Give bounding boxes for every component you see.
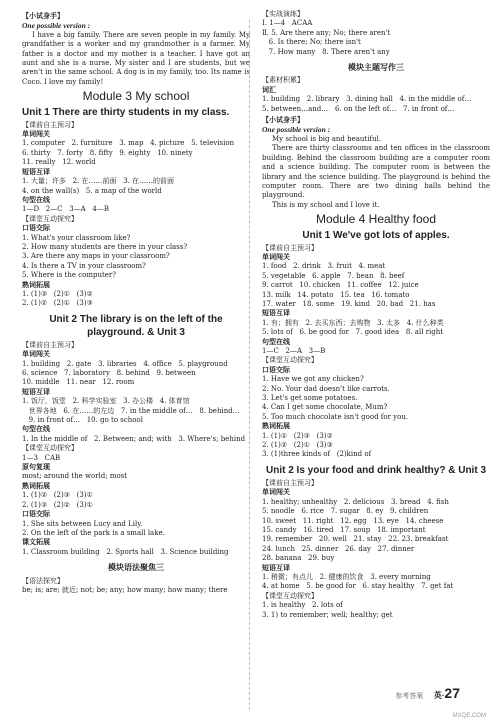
page-footer <box>395 685 460 703</box>
answer-line: 1. 大量；许多 2. 在……前面 3. 在……的前面 <box>22 177 175 186</box>
answer-line: 单词闯关 <box>22 351 50 359</box>
school-paragraph: There are thirty classrooms and ten offices in the classroom building. Behind the classroom building are a computer room and a science building. The computer room is between the library and the science building. The playground is behind the computer room. There are two dining balls behind the playground. <box>262 144 490 200</box>
answer-line: 短语互译 <box>262 564 290 572</box>
answer-line: 【语法探究】 <box>22 576 64 585</box>
answer-line: 短语互译 <box>22 168 50 176</box>
footer-label: 参考答案 <box>395 693 424 700</box>
answer-line: 15. candy 16. tired 17. soup 18. important <box>262 525 426 534</box>
answer-line: 5. Where is the computer? <box>22 271 117 280</box>
answer-line: Ⅱ. 5. Are there any; No; there aren't <box>262 28 391 37</box>
answer-line: 2. How many students are there in your class? <box>22 242 188 251</box>
answer-line: 9. carrot 10. chicken 11. coffee 12. juice <box>262 281 419 290</box>
watermark-stamp: MXQE.COM <box>452 713 486 719</box>
answer-line: 1. food 2. drink 3. fruit 4. meat <box>262 262 386 271</box>
right-column <box>262 10 490 620</box>
answer-line: 1. healthy; unhealthy 2. delicious 3. bread 4. fish <box>262 497 449 506</box>
module4-title: Module 4 Healthy food <box>315 212 437 227</box>
answer-line: 2. (1)② (2)① (3)③ <box>262 441 333 450</box>
answer-line: 单词闯关 <box>262 489 290 497</box>
answer-line: 1. is healthy 2. lots of <box>262 601 343 610</box>
answer-line: 课文拓展 <box>22 539 50 547</box>
writing-theme-title: 模块主题写作三 <box>348 63 404 73</box>
answer-line: 1. building 2. gate 3. libraries 4. office 5. playground <box>22 359 228 368</box>
unit1-answers <box>22 121 250 309</box>
answer-line: 13. milk 14. potato 15. tea 16. tomato <box>262 290 410 299</box>
answer-line: 1. (1)③ (2)① (3)② <box>22 289 93 298</box>
answer-line: 【课前自主预习】 <box>22 340 78 349</box>
answer-line: 口语交际 <box>22 511 50 519</box>
unit2-title: Unit 2 The library is on the left of the playground. & Unit 3 <box>49 313 223 338</box>
answer-line: 6. thirty 7. forty 8. fifty 9. eighty 10. ninety <box>22 148 193 157</box>
answer-line: 2. (1)③ (2)② (3)① <box>22 500 93 509</box>
answer-line: 短语互译 <box>262 310 290 318</box>
answer-line: 熟词拓展 <box>262 423 290 431</box>
unit1-title: Unit 1 There are thirty students in my class. <box>22 106 230 118</box>
answer-line: 1. computer 2. furniture 3. map 4. picture 5. television <box>22 139 235 148</box>
answer-line: 1. 有；拥有 2. 去买东西；去购物 3. 太多 4. 什么种类 <box>262 318 444 327</box>
answer-line: 世界各地 6. 在……的左边 7. in the middle of… 8. behind… <box>22 406 240 415</box>
answer-line: 【课堂互动探究】 <box>262 356 318 365</box>
answer-line: 【实战演练】 <box>262 10 304 18</box>
answer-line: 2. No. Your dad doesn't like carrots. <box>262 384 390 393</box>
answer-line: 【课堂互动探究】 <box>262 591 318 600</box>
answer-line: 短语互译 <box>22 388 50 396</box>
answer-line: 4. Is there a TV in your classroom? <box>22 261 146 270</box>
possible-version-label: One possible version : <box>262 125 331 135</box>
answer-line: 6. Is there; No; there isn't <box>262 38 361 47</box>
answer-line: 1. building 2. library 3. dining hall 4. in the middle of… <box>262 95 472 104</box>
answer-line: 5. vegetable 6. apple 7. bean 8. beef <box>262 271 405 280</box>
answer-line: 1. 稍微；有点儿 2. 健康的饮食 3. every morning <box>262 572 431 581</box>
school-paragraph: My school is big and beautiful. <box>272 134 382 143</box>
answer-line: 句型在线 <box>262 338 290 346</box>
answer-line: be; is; are; 就近; not; be; any; how many; how many; there <box>22 585 228 594</box>
answer-line: 3. 1) to remember; well; healthy; get <box>262 610 393 619</box>
answer-line: 17. water 18. some 19. kind 20. bad 21. has <box>262 299 436 308</box>
answer-line: 24. lunch 25. dinner 26. day 27. dinner <box>262 544 415 553</box>
unit1-title: Unit 1 We've got lots of apples. <box>302 229 450 241</box>
grammar-focus-title: 模块语法聚焦三 <box>108 563 164 573</box>
answer-line: 句型在线 <box>22 426 50 434</box>
left-column <box>22 10 250 595</box>
unit1-answers <box>262 244 490 460</box>
answer-line: 【课堂互动探究】 <box>22 214 78 223</box>
school-paragraph: This is my school and I love it. <box>272 200 380 209</box>
answer-line: 5. noodle 6. rice 7. sugar 8. ey 9. children <box>262 507 429 516</box>
answer-line: 【课堂互动探究】 <box>22 444 78 453</box>
answer-line: 口语交际 <box>22 225 50 233</box>
answer-line: 【课前自主预习】 <box>22 120 78 129</box>
module3-title: Module 3 My school <box>82 89 190 104</box>
answer-line: Ⅰ. 1—4 ACAA <box>262 19 313 28</box>
answer-line: 原句复现 <box>22 464 50 472</box>
answer-line: 1. She sits between Lucy and Lily. <box>22 519 143 528</box>
answer-line: 【素材积累】 <box>262 76 304 85</box>
answer-line: 1—D 2—C 3—A 4—B <box>22 205 110 214</box>
answer-line: 5. lots of 6. be good for 7. good idea 8. all right <box>262 328 444 337</box>
unit2-answers <box>22 341 250 557</box>
answer-line: 1. (1)② (2)③ (3)① <box>22 491 93 500</box>
answer-line: 单词闯关 <box>262 253 290 261</box>
answer-line: 1—3 CAB <box>22 453 61 462</box>
answer-line: 5. Too much chocolate isn't good for you. <box>262 412 409 421</box>
unit2-title: Unit 2 Is your food and drink healthy? & Unit 3 <box>265 464 486 476</box>
answer-line: 9. in front of… 10. go to school <box>22 416 143 425</box>
answer-line: 4. on the wall(s) 5. a map of the world <box>22 186 162 195</box>
family-paragraph: I have a big family. There are seven people in my family. My grandfather is a worker and my grandmother is a farmer. My father is a doctor and my mother is a teacher. I have got an aunt and she is a nurse. My sister and I are students, but we aren't in the same school. A dog is in my family, too. Its name is Coco. I love my family! <box>22 30 250 86</box>
answer-line: 【课前自主预习】 <box>262 478 318 487</box>
answer-line: 19. remember 20. well 21. stay 22. 23. breakfast <box>262 535 449 544</box>
answer-line: 10. sweet 11. right 12. egg 13. eye 14. cheese <box>262 516 444 525</box>
answer-line: 口语交际 <box>262 366 290 374</box>
answer-line: 1. What's your classroom like? <box>22 233 131 242</box>
page-number: 27 <box>444 685 460 701</box>
answer-line: 4. Can I get some chocolate, Mum? <box>262 403 388 412</box>
page-prefix: 英· <box>433 691 445 700</box>
answer-line: 熟词拓展 <box>22 482 50 490</box>
answer-line: 1. In the middle of 2. Between; and; with 3. Where's; behind <box>22 434 246 443</box>
answer-line: most; around the world; most <box>22 472 128 481</box>
answer-line: 2. On the left of the park is a small lake. <box>22 528 165 537</box>
small-writing-header: 【小试身手】 <box>22 13 64 20</box>
answer-line: 3. Let's get some potatoes. <box>262 394 358 403</box>
answer-line: 熟词拓展 <box>22 281 50 289</box>
answer-line: 1. Classroom building 2. Sports hall 3. Science building <box>22 547 229 556</box>
answer-line: 7. How many 8. There aren't any <box>262 47 390 56</box>
answer-line: 4. at home 5. be good for 6. stay healthy 7. get fat <box>262 582 454 591</box>
answer-line: 【课前自主预习】 <box>262 243 318 252</box>
unit2-answers <box>262 479 490 620</box>
answer-line: 10. middle 11. near 12. room <box>22 378 135 387</box>
answer-line: 11. really 12. world <box>22 158 96 167</box>
answer-line: 1. (1)① (2)③ (3)② <box>262 431 333 440</box>
answer-line: 1. 饭厅，饭堂 2. 科学实验室 3. 办公楼 4. 体育馆 <box>22 397 190 406</box>
answer-line: 6. science 7. laboratory 8. behind 9. between <box>22 369 196 377</box>
small-writing-header: 【小试身手】 <box>262 117 304 125</box>
answer-line: 3. Are there any maps in your classroom? <box>22 252 170 261</box>
column-divider <box>249 20 250 710</box>
answer-line: 单词闯关 <box>22 131 50 139</box>
answer-line: 1. Have we got any chicken? <box>262 375 364 384</box>
answer-line: 28. banana 29. buy <box>262 554 335 563</box>
answer-line: 1—C 2—A 3—B <box>262 347 326 355</box>
answer-line: 句型在线 <box>22 196 50 204</box>
possible-version-label: One possible version : <box>22 21 91 31</box>
answer-line: 词汇 <box>262 86 276 94</box>
answer-line: 3. (1)three kinds of (2)kind of <box>262 450 372 459</box>
answer-line: 5. between…and… 6. on the left of… 7. in front of… <box>262 104 455 113</box>
answer-line: 2. (1)② (2)① (3)③ <box>22 299 93 308</box>
